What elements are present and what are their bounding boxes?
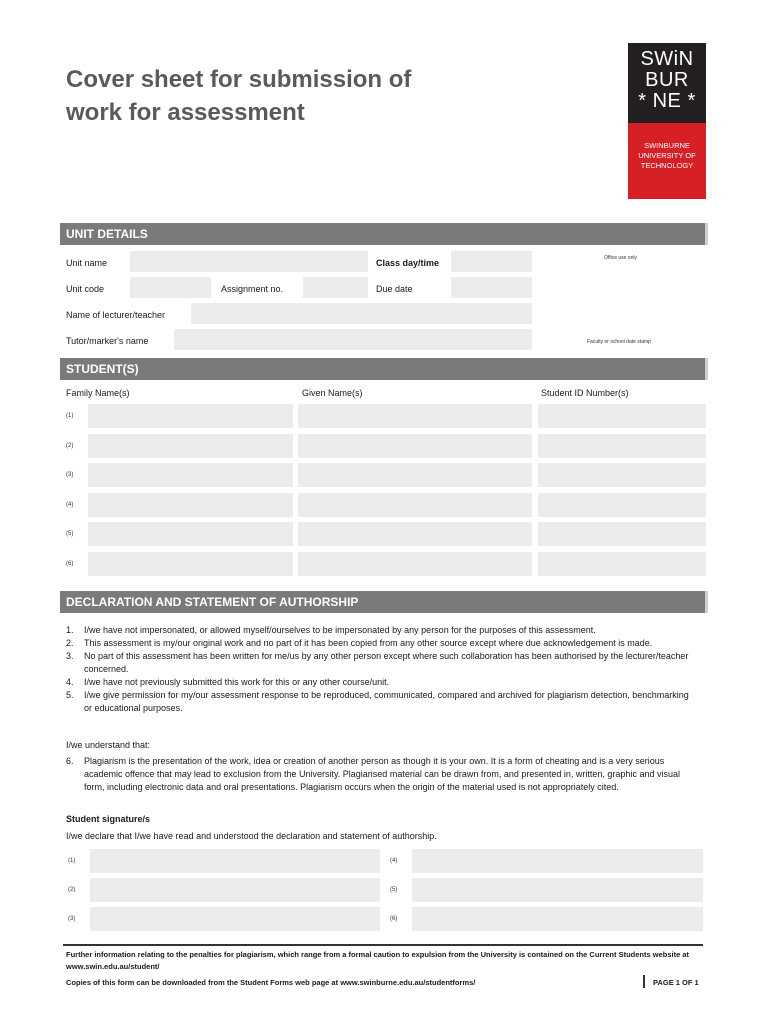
item-text: Plagiarism is the presentation of the work, idea or creation of another person as though it is your own. It is a form of cheating and is a very serious academic offence that may lead to exclusion from the University. Plagiarised material can be drawn from, and presented in, written, graphic and visual form, including electronic data and oral presentations. Plagiarism occurs when the origin of the material used is not appropriately cited. (84, 756, 680, 792)
signature-field[interactable] (412, 878, 703, 902)
logo-uni-1: SWINBURNE (644, 141, 690, 150)
assignment-no-field[interactable] (303, 277, 368, 298)
signature-number: (2) (68, 887, 76, 893)
tutor-label: Tutor/marker's name (66, 336, 149, 346)
declaration-list (66, 624, 698, 715)
given-name-field[interactable] (298, 404, 532, 428)
page-separator (643, 975, 645, 988)
footer-divider (63, 944, 703, 946)
signature-number: (5) (390, 887, 398, 893)
item-number: 3. (66, 651, 74, 661)
given-name-field[interactable] (298, 434, 532, 458)
student-row-number: (3) (66, 472, 74, 479)
page-title (66, 63, 466, 129)
logo-wordmark (628, 43, 706, 123)
item-text: I/we have not previously submitted this work for this or any other course/unit. (84, 677, 390, 687)
student-row-number: (5) (66, 531, 74, 538)
signature-declaration: I/we declare that I/we have read and understood the declaration and statement of authorship. (66, 831, 437, 841)
item-text: No part of this assessment has been written for me/us by any other person except where such collaboration has been authorised by the lecturer/teacher concerned. (84, 651, 689, 674)
family-name-field[interactable] (88, 522, 293, 546)
signature-field[interactable] (90, 849, 380, 873)
family-name-field[interactable] (88, 552, 293, 576)
item-number: 5. (66, 690, 74, 700)
family-name-field[interactable] (88, 463, 293, 487)
class-day-field[interactable] (451, 251, 532, 272)
signature-heading: Student signature/s (66, 814, 151, 824)
assignment-no-label: Assignment no. (221, 284, 284, 294)
title-line-1: Cover sheet for submission of (66, 66, 412, 93)
item-text: I/we have not impersonated, or allowed myself/ourselves to be impersonated by any person for the purposes of this assessment. (84, 625, 596, 635)
declaration-item-6 (66, 755, 698, 794)
declaration-item (66, 650, 698, 676)
footer-download: Copies of this form can be downloaded from the Student Forms web page at www.swinburne.edu.au/studentforms/ (66, 978, 476, 987)
signature-number: (3) (68, 916, 76, 922)
title-line-2: work for assessment (66, 99, 305, 126)
tutor-field[interactable] (174, 329, 532, 350)
lecturer-label: Name of lecturer/teacher (66, 310, 166, 320)
due-date-field[interactable] (451, 277, 532, 298)
logo-uni-2: UNIVERSITY OF (638, 151, 696, 160)
logo-line-1: SWiN (640, 48, 694, 70)
signature-field[interactable] (412, 907, 703, 931)
declaration-item (66, 637, 698, 650)
logo-line-2: BUR (645, 69, 689, 91)
family-name-field[interactable] (88, 404, 293, 428)
given-name-field[interactable] (298, 552, 532, 576)
footer-info: Further information relating to the penalties for plagiarism, which range from a formal caution to expulsion from the University is contained on the Current Students website at www.swin.edu.au/student/ (66, 950, 690, 971)
swinburne-logo (628, 43, 706, 199)
student-id-field[interactable] (538, 434, 706, 458)
due-date-label: Due date (376, 284, 413, 294)
signature-field[interactable] (90, 907, 380, 931)
lecturer-field[interactable] (191, 303, 532, 324)
office-use-label: Office use only (604, 255, 637, 261)
item-number: 4. (66, 677, 74, 687)
declaration-heading: DECLARATION AND STATEMENT OF AUTHORSHIP (60, 591, 708, 613)
family-name-field[interactable] (88, 493, 293, 517)
given-name-header: Given Name(s) (302, 388, 363, 398)
item-text: This assessment is my/our original work and no part of it has been copied from any other source except where due acknowledgement is made. (84, 638, 653, 648)
unit-code-label: Unit code (66, 284, 105, 294)
item-text: I/we give permission for my/our assessment response to be reproduced, communicated, compared and archived for plagiarism detection, benchmarking or educational purposes. (84, 690, 689, 713)
unit-name-field[interactable] (130, 251, 368, 272)
logo-university (628, 123, 706, 199)
class-day-label: Class day/time (376, 258, 440, 268)
logo-line-3: * NE * (638, 90, 696, 112)
signature-field[interactable] (412, 849, 703, 873)
student-id-field[interactable] (538, 404, 706, 428)
given-name-field[interactable] (298, 463, 532, 487)
student-row-number: (6) (66, 561, 74, 567)
declaration-item (66, 689, 698, 715)
signature-number: (1) (68, 858, 76, 864)
students-heading: STUDENT(S) (60, 358, 708, 380)
student-id-header: Student ID Number(s) (541, 388, 629, 398)
signature-field[interactable] (90, 878, 380, 902)
item-number: 6. (66, 756, 74, 766)
unit-details-heading: UNIT DETAILS (60, 223, 708, 245)
understand-label: I/we understand that: (66, 740, 151, 750)
student-row-number: (4) (66, 501, 74, 508)
family-name-header: Family Name(s) (66, 388, 130, 398)
unit-code-field[interactable] (130, 277, 211, 298)
declaration-item (66, 676, 698, 689)
logo-uni-3: TECHNOLOGY (640, 161, 694, 170)
signature-number: (4) (390, 858, 398, 864)
student-id-field[interactable] (538, 552, 706, 576)
unit-name-label: Unit name (66, 258, 108, 268)
given-name-field[interactable] (298, 493, 532, 517)
student-id-field[interactable] (538, 522, 706, 546)
family-name-field[interactable] (88, 434, 293, 458)
student-row-number: (2) (66, 442, 74, 449)
declaration-item (66, 624, 698, 637)
page-number: PAGE 1 OF 1 (653, 978, 699, 987)
student-id-field[interactable] (538, 493, 706, 517)
student-row-number: (1) (66, 413, 74, 419)
given-name-field[interactable] (298, 522, 532, 546)
item-number: 1. (66, 625, 74, 635)
date-stamp-label: Faculty or school date stamp (587, 339, 651, 345)
item-number: 2. (66, 638, 74, 648)
student-id-field[interactable] (538, 463, 706, 487)
signature-number: (6) (390, 916, 398, 922)
